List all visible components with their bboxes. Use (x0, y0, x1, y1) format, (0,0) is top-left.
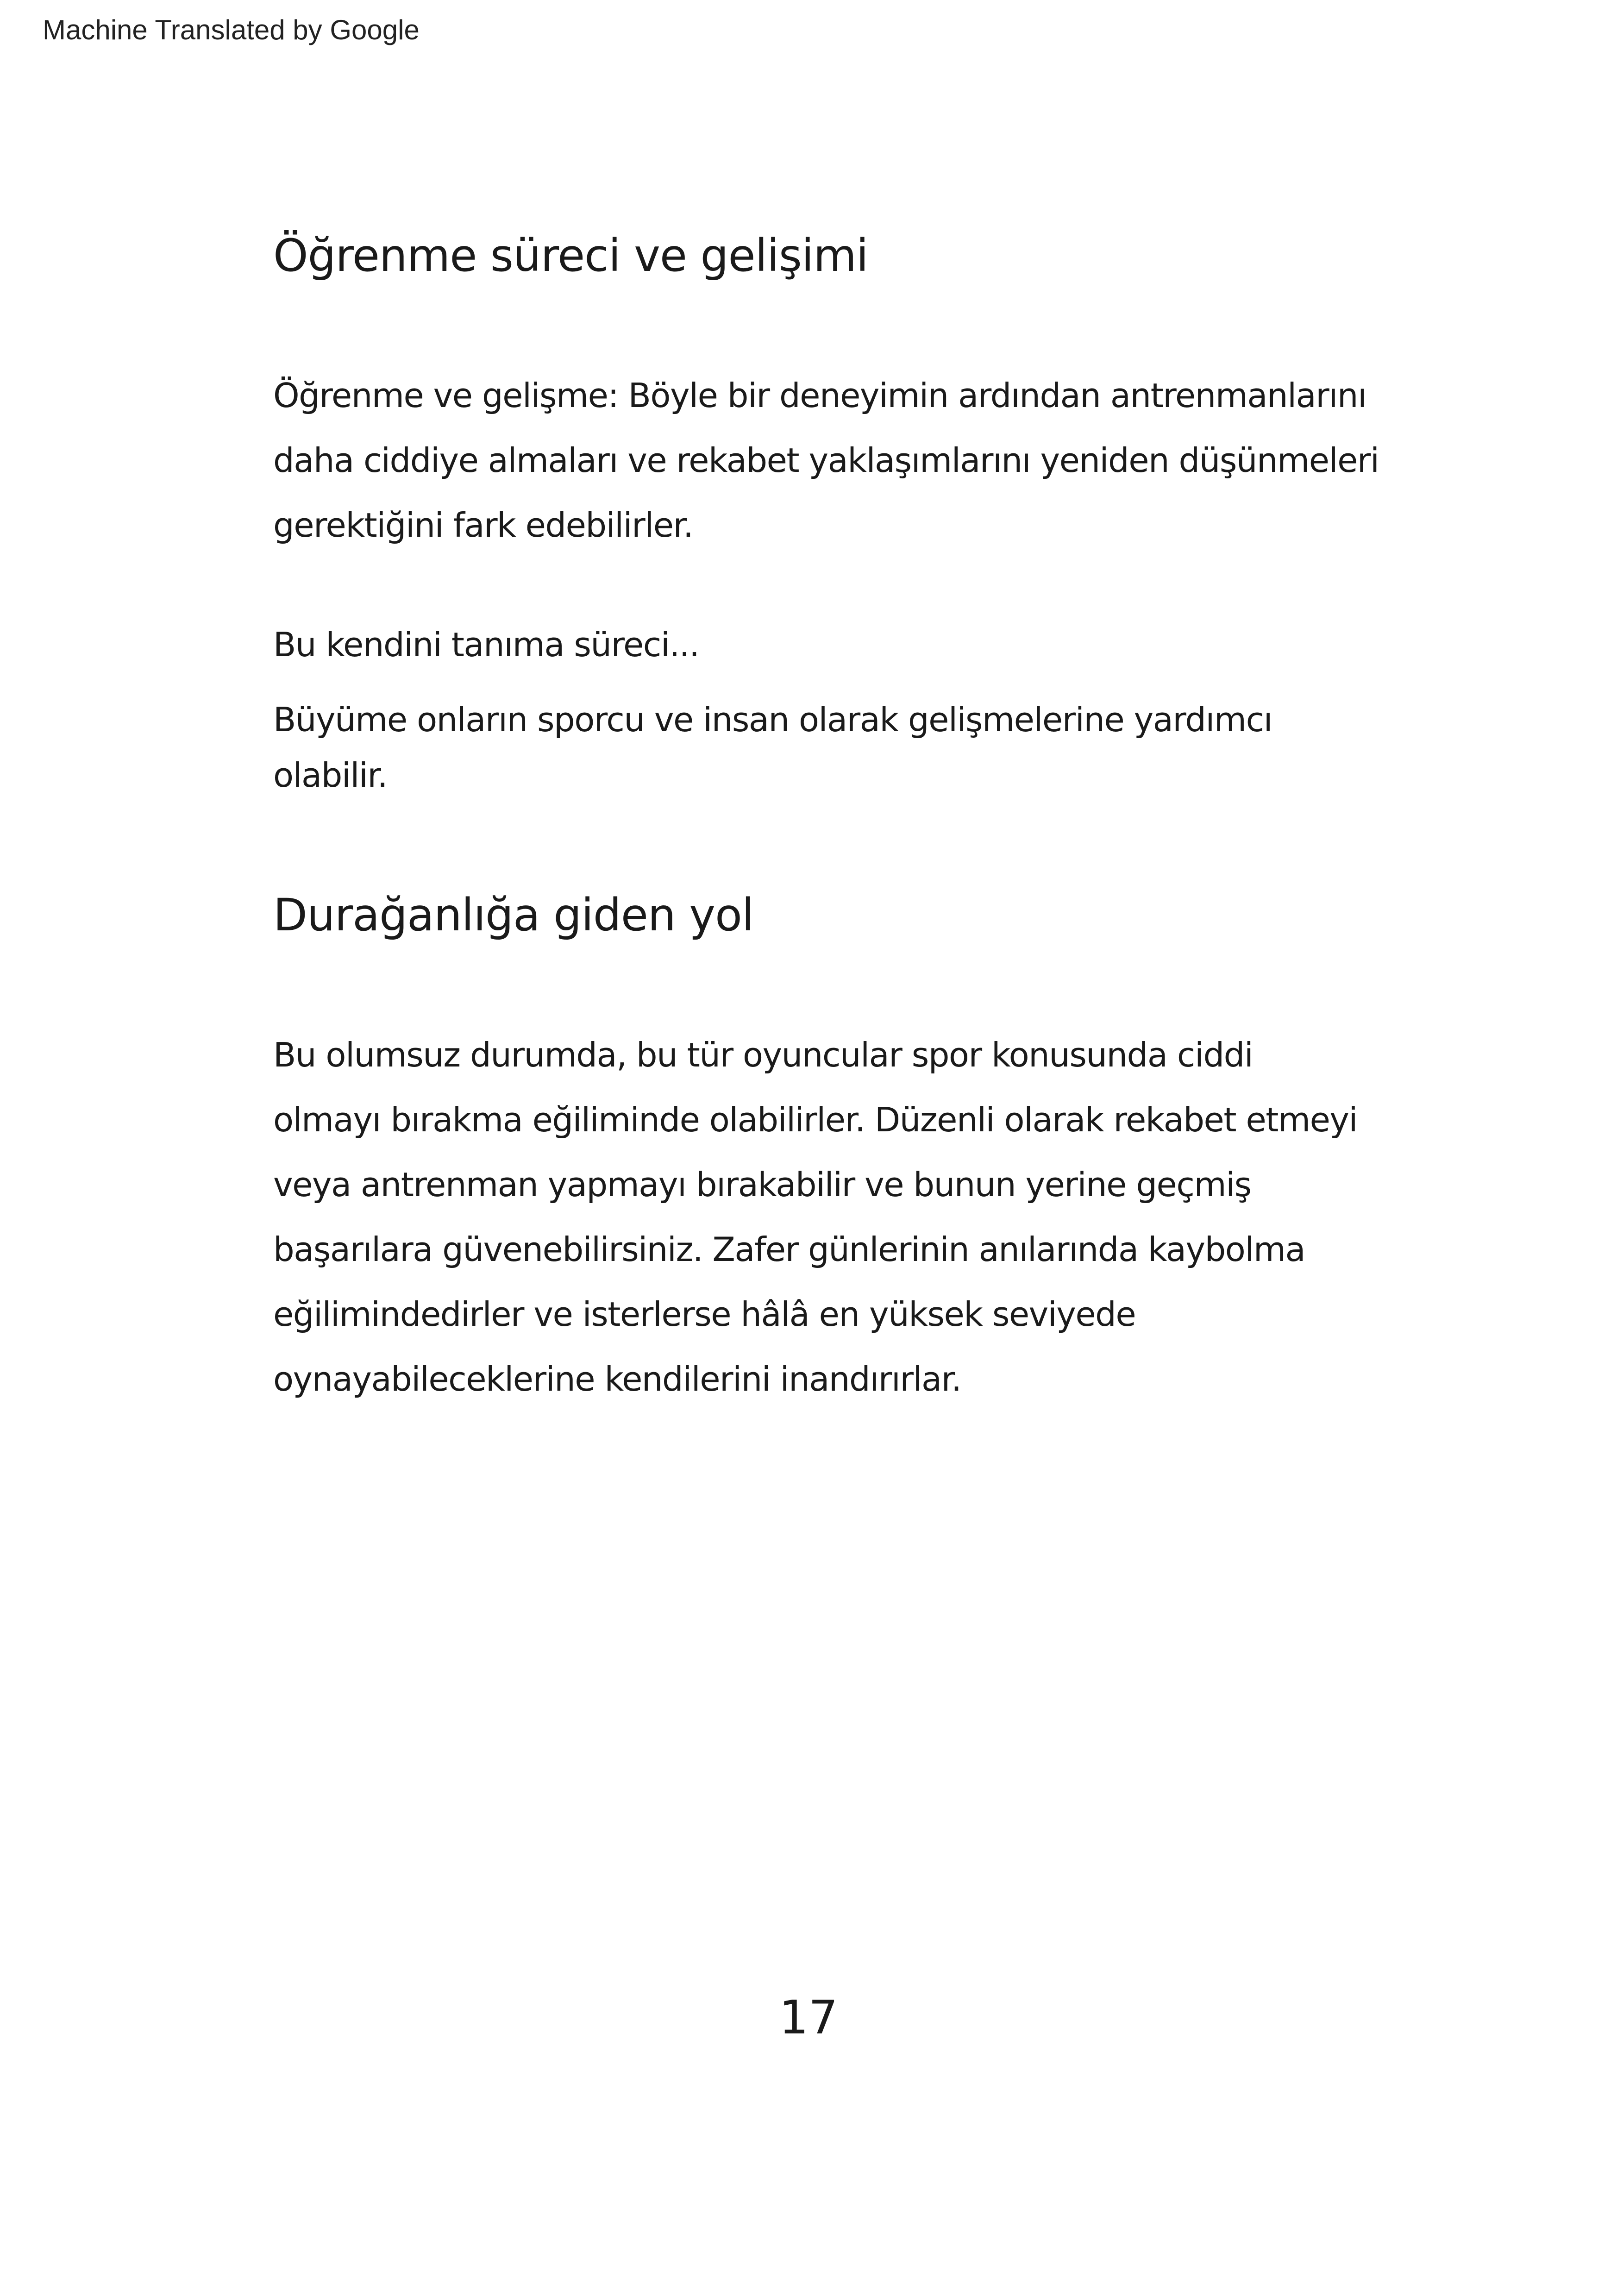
paragraph-line: oynayabileceklerine kendilerini inandırırlar. (273, 1360, 961, 1399)
paragraph-line: Bu olumsuz durumda, bu tür oyuncular spor konusunda ciddi (273, 1035, 1253, 1074)
paragraph-line: veya antrenman yapmayı bırakabilir ve bunun yerine geçmiş (273, 1165, 1251, 1204)
paragraph-line: olabilir. (273, 756, 388, 795)
section-heading-stagnation: Durağanlığa giden yol (273, 889, 754, 941)
paragraph-line: eğilimindedirler ve isterlerse hâlâ en yüksek seviyede (273, 1295, 1136, 1334)
paragraph-line: gerektiğini fark edebilirler. (273, 506, 693, 545)
page-number: 17 (779, 1990, 838, 2045)
machine-translation-banner: Machine Translated by Google (43, 14, 420, 45)
section-heading-learning: Öğrenme süreci ve gelişimi (273, 230, 868, 282)
paragraph-line: olmayı bırakma eğiliminde olabilirler. Düzenli olarak rekabet etmeyi (273, 1100, 1358, 1139)
paragraph-line: başarılara güvenebilirsiniz. Zafer günlerinin anılarında kaybolma (273, 1230, 1305, 1269)
paragraph-line: daha ciddiye almaları ve rekabet yaklaşımlarını yeniden düşünmeleri (273, 441, 1379, 480)
paragraph-line: Bu kendini tanıma süreci... (273, 625, 699, 664)
paragraph-line: Öğrenme ve gelişme: Böyle bir deneyimin ardından antrenmanlarını (273, 376, 1366, 415)
paragraph-line: Büyüme onların sporcu ve insan olarak gelişmelerine yardımcı (273, 700, 1272, 739)
